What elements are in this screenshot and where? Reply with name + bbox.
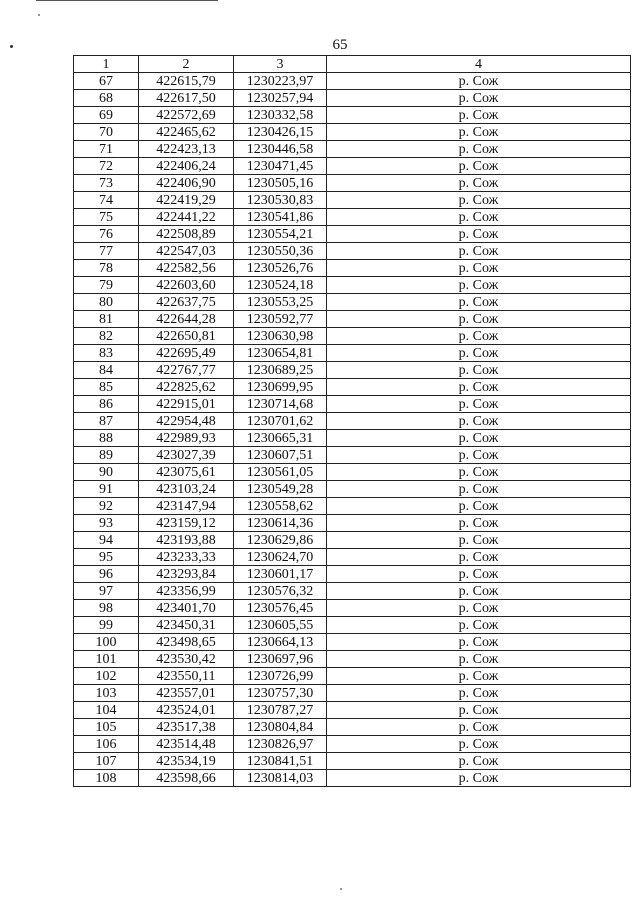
point-number-cell: 99 — [74, 617, 139, 634]
table-row — [74, 753, 631, 770]
description-cell: р. Сож — [327, 345, 631, 362]
y-coordinate-cell: 1230726,99 — [234, 668, 327, 685]
point-number-cell: 86 — [74, 396, 139, 413]
table-row — [74, 379, 631, 396]
table-row — [74, 549, 631, 566]
y-coordinate-cell: 1230614,36 — [234, 515, 327, 532]
x-coordinate-cell: 422637,75 — [139, 294, 234, 311]
x-coordinate-cell: 422508,89 — [139, 226, 234, 243]
y-coordinate-cell: 1230701,62 — [234, 413, 327, 430]
y-coordinate-cell: 1230446,58 — [234, 141, 327, 158]
x-coordinate-cell: 422825,62 — [139, 379, 234, 396]
point-number-cell: 97 — [74, 583, 139, 600]
description-cell: р. Сож — [327, 651, 631, 668]
column-header-3: 3 — [234, 56, 327, 73]
x-coordinate-cell: 423557,01 — [139, 685, 234, 702]
y-coordinate-cell: 1230257,94 — [234, 90, 327, 107]
x-coordinate-cell: 422572,69 — [139, 107, 234, 124]
description-cell: р. Сож — [327, 447, 631, 464]
y-coordinate-cell: 1230550,36 — [234, 243, 327, 260]
y-coordinate-cell: 1230524,18 — [234, 277, 327, 294]
x-coordinate-cell: 423193,88 — [139, 532, 234, 549]
y-coordinate-cell: 1230689,25 — [234, 362, 327, 379]
point-number-cell: 96 — [74, 566, 139, 583]
point-number-cell: 79 — [74, 277, 139, 294]
description-cell: р. Сож — [327, 158, 631, 175]
x-coordinate-cell: 422419,29 — [139, 192, 234, 209]
description-cell: р. Сож — [327, 294, 631, 311]
table-row — [74, 141, 631, 158]
description-cell: р. Сож — [327, 243, 631, 260]
description-cell: р. Сож — [327, 770, 631, 787]
table-row — [74, 124, 631, 141]
description-cell: р. Сож — [327, 753, 631, 770]
y-coordinate-cell: 1230526,76 — [234, 260, 327, 277]
table-row — [74, 481, 631, 498]
description-cell: р. Сож — [327, 464, 631, 481]
point-number-cell: 94 — [74, 532, 139, 549]
table-row — [74, 328, 631, 345]
point-number-cell: 91 — [74, 481, 139, 498]
coordinates-table — [73, 55, 631, 787]
table-row — [74, 277, 631, 294]
description-cell: р. Сож — [327, 362, 631, 379]
point-number-cell: 75 — [74, 209, 139, 226]
y-coordinate-cell: 1230714,68 — [234, 396, 327, 413]
point-number-cell: 83 — [74, 345, 139, 362]
y-coordinate-cell: 1230664,13 — [234, 634, 327, 651]
x-coordinate-cell: 423159,12 — [139, 515, 234, 532]
table-row — [74, 396, 631, 413]
point-number-cell: 70 — [74, 124, 139, 141]
y-coordinate-cell: 1230530,83 — [234, 192, 327, 209]
point-number-cell: 89 — [74, 447, 139, 464]
table-row — [74, 515, 631, 532]
point-number-cell: 100 — [74, 634, 139, 651]
description-cell: р. Сож — [327, 515, 631, 532]
table-row — [74, 192, 631, 209]
x-coordinate-cell: 422406,24 — [139, 158, 234, 175]
point-number-cell: 101 — [74, 651, 139, 668]
scan-top-rule — [36, 0, 218, 1]
x-coordinate-cell: 422441,22 — [139, 209, 234, 226]
x-coordinate-cell: 422406,90 — [139, 175, 234, 192]
x-coordinate-cell: 423530,42 — [139, 651, 234, 668]
table-row — [74, 362, 631, 379]
y-coordinate-cell: 1230576,45 — [234, 600, 327, 617]
point-number-cell: 82 — [74, 328, 139, 345]
description-cell: р. Сож — [327, 73, 631, 90]
description-cell: р. Сож — [327, 209, 631, 226]
table-row — [74, 668, 631, 685]
y-coordinate-cell: 1230576,32 — [234, 583, 327, 600]
description-cell: р. Сож — [327, 175, 631, 192]
y-coordinate-cell: 1230558,62 — [234, 498, 327, 515]
description-cell: р. Сож — [327, 413, 631, 430]
y-coordinate-cell: 1230554,21 — [234, 226, 327, 243]
y-coordinate-cell: 1230787,27 — [234, 702, 327, 719]
point-number-cell: 85 — [74, 379, 139, 396]
x-coordinate-cell: 422954,48 — [139, 413, 234, 430]
x-coordinate-cell: 423450,31 — [139, 617, 234, 634]
description-cell: р. Сож — [327, 600, 631, 617]
point-number-cell: 76 — [74, 226, 139, 243]
point-number-cell: 102 — [74, 668, 139, 685]
table-header — [74, 56, 631, 73]
x-coordinate-cell: 423498,65 — [139, 634, 234, 651]
table-row — [74, 702, 631, 719]
x-coordinate-cell: 423598,66 — [139, 770, 234, 787]
y-coordinate-cell: 1230630,98 — [234, 328, 327, 345]
y-coordinate-cell: 1230605,55 — [234, 617, 327, 634]
x-coordinate-cell: 422615,79 — [139, 73, 234, 90]
x-coordinate-cell: 423517,38 — [139, 719, 234, 736]
point-number-cell: 103 — [74, 685, 139, 702]
y-coordinate-cell: 1230549,28 — [234, 481, 327, 498]
description-cell: р. Сож — [327, 124, 631, 141]
x-coordinate-cell: 423524,01 — [139, 702, 234, 719]
description-cell: р. Сож — [327, 617, 631, 634]
description-cell: р. Сож — [327, 736, 631, 753]
point-number-cell: 106 — [74, 736, 139, 753]
table-row — [74, 90, 631, 107]
x-coordinate-cell: 423550,11 — [139, 668, 234, 685]
description-cell: р. Сож — [327, 430, 631, 447]
description-cell: р. Сож — [327, 481, 631, 498]
table-row — [74, 430, 631, 447]
table-row — [74, 532, 631, 549]
point-number-cell: 108 — [74, 770, 139, 787]
point-number-cell: 68 — [74, 90, 139, 107]
y-coordinate-cell: 1230629,86 — [234, 532, 327, 549]
table-row — [74, 685, 631, 702]
table-row — [74, 175, 631, 192]
scan-speck — [340, 888, 342, 890]
x-coordinate-cell: 423103,24 — [139, 481, 234, 498]
x-coordinate-cell: 423147,94 — [139, 498, 234, 515]
table-row — [74, 413, 631, 430]
description-cell: р. Сож — [327, 260, 631, 277]
x-coordinate-cell: 423027,39 — [139, 447, 234, 464]
point-number-cell: 72 — [74, 158, 139, 175]
x-coordinate-cell: 423075,61 — [139, 464, 234, 481]
description-cell: р. Сож — [327, 396, 631, 413]
point-number-cell: 73 — [74, 175, 139, 192]
point-number-cell: 107 — [74, 753, 139, 770]
y-coordinate-cell: 1230553,25 — [234, 294, 327, 311]
point-number-cell: 88 — [74, 430, 139, 447]
x-coordinate-cell: 422644,28 — [139, 311, 234, 328]
description-cell: р. Сож — [327, 702, 631, 719]
description-cell: р. Сож — [327, 685, 631, 702]
table-row — [74, 243, 631, 260]
column-header-2: 2 — [139, 56, 234, 73]
description-cell: р. Сож — [327, 328, 631, 345]
y-coordinate-cell: 1230471,45 — [234, 158, 327, 175]
table-row — [74, 634, 631, 651]
point-number-cell: 80 — [74, 294, 139, 311]
point-number-cell: 104 — [74, 702, 139, 719]
table-row — [74, 566, 631, 583]
y-coordinate-cell: 1230814,03 — [234, 770, 327, 787]
y-coordinate-cell: 1230757,30 — [234, 685, 327, 702]
y-coordinate-cell: 1230624,70 — [234, 549, 327, 566]
y-coordinate-cell: 1230804,84 — [234, 719, 327, 736]
x-coordinate-cell: 423233,33 — [139, 549, 234, 566]
table-row — [74, 583, 631, 600]
y-coordinate-cell: 1230223,97 — [234, 73, 327, 90]
y-coordinate-cell: 1230505,16 — [234, 175, 327, 192]
scan-speck — [38, 14, 40, 16]
table-row — [74, 294, 631, 311]
point-number-cell: 93 — [74, 515, 139, 532]
table-row — [74, 260, 631, 277]
y-coordinate-cell: 1230826,97 — [234, 736, 327, 753]
x-coordinate-cell: 422465,62 — [139, 124, 234, 141]
description-cell: р. Сож — [327, 566, 631, 583]
point-number-cell: 87 — [74, 413, 139, 430]
table-row — [74, 311, 631, 328]
y-coordinate-cell: 1230332,58 — [234, 107, 327, 124]
description-cell: р. Сож — [327, 107, 631, 124]
point-number-cell: 90 — [74, 464, 139, 481]
column-header-4: 4 — [327, 56, 631, 73]
point-number-cell: 81 — [74, 311, 139, 328]
y-coordinate-cell: 1230654,81 — [234, 345, 327, 362]
page-number: 65 — [332, 37, 348, 53]
description-cell: р. Сож — [327, 668, 631, 685]
table-body — [74, 73, 631, 787]
table-row — [74, 158, 631, 175]
y-coordinate-cell: 1230426,15 — [234, 124, 327, 141]
table-row — [74, 770, 631, 787]
table-row — [74, 719, 631, 736]
table-row — [74, 107, 631, 124]
point-number-cell: 67 — [74, 73, 139, 90]
table-row — [74, 209, 631, 226]
table-row — [74, 226, 631, 243]
point-number-cell: 84 — [74, 362, 139, 379]
column-header-1: 1 — [74, 56, 139, 73]
x-coordinate-cell: 423534,19 — [139, 753, 234, 770]
header-row — [74, 56, 631, 73]
description-cell: р. Сож — [327, 192, 631, 209]
description-cell: р. Сож — [327, 583, 631, 600]
y-coordinate-cell: 1230561,05 — [234, 464, 327, 481]
x-coordinate-cell: 422915,01 — [139, 396, 234, 413]
point-number-cell: 69 — [74, 107, 139, 124]
table-row — [74, 651, 631, 668]
point-number-cell: 77 — [74, 243, 139, 260]
point-number-cell: 105 — [74, 719, 139, 736]
description-cell: р. Сож — [327, 141, 631, 158]
x-coordinate-cell: 423293,84 — [139, 566, 234, 583]
description-cell: р. Сож — [327, 532, 631, 549]
point-number-cell: 74 — [74, 192, 139, 209]
y-coordinate-cell: 1230665,31 — [234, 430, 327, 447]
x-coordinate-cell: 422423,13 — [139, 141, 234, 158]
y-coordinate-cell: 1230697,96 — [234, 651, 327, 668]
x-coordinate-cell: 422617,50 — [139, 90, 234, 107]
description-cell: р. Сож — [327, 311, 631, 328]
x-coordinate-cell: 423356,99 — [139, 583, 234, 600]
point-number-cell: 95 — [74, 549, 139, 566]
x-coordinate-cell: 422650,81 — [139, 328, 234, 345]
y-coordinate-cell: 1230699,95 — [234, 379, 327, 396]
x-coordinate-cell: 422547,03 — [139, 243, 234, 260]
table-row — [74, 498, 631, 515]
table-row — [74, 617, 631, 634]
point-number-cell: 71 — [74, 141, 139, 158]
point-number-cell: 78 — [74, 260, 139, 277]
description-cell: р. Сож — [327, 226, 631, 243]
description-cell: р. Сож — [327, 379, 631, 396]
description-cell: р. Сож — [327, 549, 631, 566]
point-number-cell: 92 — [74, 498, 139, 515]
x-coordinate-cell: 423514,48 — [139, 736, 234, 753]
y-coordinate-cell: 1230601,17 — [234, 566, 327, 583]
y-coordinate-cell: 1230841,51 — [234, 753, 327, 770]
x-coordinate-cell: 422695,49 — [139, 345, 234, 362]
table-row — [74, 464, 631, 481]
x-coordinate-cell: 422603,60 — [139, 277, 234, 294]
description-cell: р. Сож — [327, 90, 631, 107]
table-row — [74, 345, 631, 362]
point-number-cell: 98 — [74, 600, 139, 617]
y-coordinate-cell: 1230607,51 — [234, 447, 327, 464]
table-row — [74, 600, 631, 617]
x-coordinate-cell: 422767,77 — [139, 362, 234, 379]
description-cell: р. Сож — [327, 498, 631, 515]
x-coordinate-cell: 422582,56 — [139, 260, 234, 277]
table-row — [74, 73, 631, 90]
table-row — [74, 447, 631, 464]
y-coordinate-cell: 1230592,77 — [234, 311, 327, 328]
table-row — [74, 736, 631, 753]
x-coordinate-cell: 422989,93 — [139, 430, 234, 447]
description-cell: р. Сож — [327, 277, 631, 294]
x-coordinate-cell: 423401,70 — [139, 600, 234, 617]
description-cell: р. Сож — [327, 634, 631, 651]
description-cell: р. Сож — [327, 719, 631, 736]
y-coordinate-cell: 1230541,86 — [234, 209, 327, 226]
